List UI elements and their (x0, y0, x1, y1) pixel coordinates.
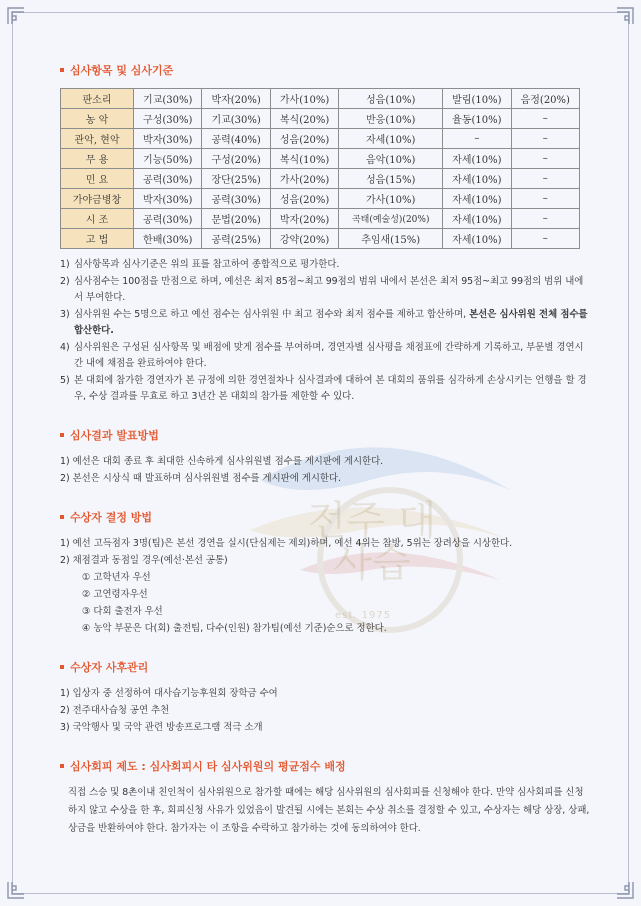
table-cell: 추임새(15%) (339, 229, 443, 249)
table-cell: 음악(10%) (339, 149, 443, 169)
winner-title: 수상자 결정 방법 (70, 511, 153, 524)
section-heading (60, 509, 590, 525)
table-cell: 성음(15%) (339, 169, 443, 189)
table-cell: 성음(20%) (270, 129, 338, 149)
category-cell: 민 요 (61, 169, 134, 189)
table-cell: 율동(10%) (443, 109, 511, 129)
table-row (61, 209, 580, 229)
table-cell: 공력(25%) (202, 229, 270, 249)
category-cell: 고 법 (61, 229, 134, 249)
note-text-wrap (74, 257, 590, 273)
table-row (61, 229, 580, 249)
table-cell: 자세(10%) (443, 169, 511, 189)
table-cell: 공력(30%) (202, 189, 270, 209)
table-cell: 곡태(예술성)(20%) (339, 209, 443, 229)
table-cell: 공력(30%) (134, 209, 202, 229)
after-line: 1) 입상자 중 선정하여 대사습기능후원회 장학금 수여 (60, 688, 278, 699)
bullet-icon (60, 665, 64, 669)
table-cell: 발림(10%) (443, 89, 511, 109)
watermark-text: 전주 대사습 (307, 498, 437, 586)
category-cell: 가야금병창 (61, 189, 134, 209)
table-row (61, 189, 580, 209)
table-cell: 한배(30%) (134, 229, 202, 249)
table-cell: – (443, 129, 511, 149)
table-cell: 공력(30%) (134, 169, 202, 189)
table-cell: 박자(30%) (134, 129, 202, 149)
after-section (60, 659, 590, 736)
table-cell: 자세(10%) (339, 129, 443, 149)
announce-section (60, 427, 590, 487)
winner-line: 2) 채점결과 동점일 경우(예선·본선 공통) (60, 555, 228, 566)
note-text: 심사점수는 100점을 만점으로 하며, 예선은 최저 85점~최고 99점의 범위 내에서 본선은 최저 95점~최고 99점의 범위 내에서 부여한다. (74, 276, 584, 303)
category-cell: 시 조 (61, 209, 134, 229)
criteria-section (60, 62, 590, 405)
table-cell: 공력(40%) (202, 129, 270, 149)
note-number: 2) (60, 276, 70, 287)
winner-subline: ③ 다회 출전자 우선 (82, 606, 163, 617)
table-cell: 구성(20%) (202, 149, 270, 169)
watermark-est: est. 1975 (335, 610, 392, 621)
after-title: 수상자 사후관리 (70, 661, 149, 674)
document-content (60, 62, 590, 860)
section-heading (60, 758, 590, 774)
table-cell: 음정(20%) (511, 89, 579, 109)
bullet-icon (60, 433, 64, 437)
section-heading (60, 659, 590, 675)
note-number: 5) (60, 375, 70, 386)
table-row (61, 149, 580, 169)
table-cell: 복식(20%) (270, 109, 338, 129)
criteria-notes (60, 257, 590, 405)
table-cell: 반응(10%) (339, 109, 443, 129)
note-item (60, 373, 590, 405)
table-row (61, 109, 580, 129)
winner-line: 1) 예선 고득점자 3명(팀)은 본선 경연을 실시(단심제는 제외)하며, 예선 4위는 참방, 5위는 장려상을 시상한다. (60, 538, 513, 549)
section-heading (60, 427, 590, 443)
winner-subline: ① 고학년자 우선 (82, 572, 151, 583)
bullet-icon (60, 764, 64, 768)
note-item (60, 307, 590, 339)
table-cell: – (511, 129, 579, 149)
note-text: 심사위원 수는 5명으로 하고 예선 점수는 심사위원 中 최고 점수와 최저 점수를 제하고 합산하며, (74, 309, 470, 320)
note-bold-text: 본선은 심사위원 전체 점수를 합산한다. (74, 309, 588, 336)
category-cell: 무 용 (61, 149, 134, 169)
bullet-icon (60, 68, 64, 72)
table-cell: – (511, 149, 579, 169)
table-row (61, 129, 580, 149)
corner-ornament-icon (615, 880, 635, 900)
corner-ornament-icon (6, 6, 26, 26)
note-number: 4) (60, 342, 70, 353)
avoid-paragraph: 직접 스승 및 8촌이내 친인척이 심사위원으로 참가할 때에는 해당 심사위원의 심사회피를 신청해야 한다. 만약 심사회피를 신청하지 않고 수상을 한 후, 회피신청 사유가 있었음이 발견될 시에는 본회는 수상 취소를 결정할 수 있고, 수상자는 해당 상장, 상패, 상금을 반환하여야 한다. 참가자는 이 조항을 수락하고 참가하는 것에 동의하여야 한다. (68, 787, 590, 834)
table-cell: – (511, 169, 579, 189)
table-cell: – (511, 189, 579, 209)
table-row (61, 169, 580, 189)
table-cell: 박자(20%) (270, 209, 338, 229)
table-cell: – (511, 109, 579, 129)
table-cell: 강약(20%) (270, 229, 338, 249)
bullet-icon (60, 515, 64, 519)
table-cell: 자세(10%) (443, 149, 511, 169)
note-number: 3) (60, 309, 70, 320)
table-cell: 복식(10%) (270, 149, 338, 169)
note-item (60, 340, 590, 372)
table-cell: – (511, 209, 579, 229)
table-row (61, 89, 580, 109)
winner-subline: ④ 농악 부문은 다(회) 출전팀, 다수(인원) 참가팀(예선 기준)순으로 정한다. (82, 623, 387, 634)
table-cell: 자세(10%) (443, 229, 511, 249)
note-text: 심사항목과 심사기준은 위의 표를 참고하여 종합적으로 평가한다. (74, 259, 340, 270)
table-cell: 가사(10%) (339, 189, 443, 209)
table-cell: 가사(10%) (270, 89, 338, 109)
winner-section (60, 509, 590, 637)
table-cell: 성음(10%) (339, 89, 443, 109)
table-cell: 기교(30%) (134, 89, 202, 109)
note-text-wrap (74, 340, 590, 372)
table-cell: 가사(20%) (270, 169, 338, 189)
note-text-wrap (74, 274, 590, 306)
announce-title: 심사결과 발표방법 (70, 429, 159, 442)
announce-line: 2) 본선은 시상식 때 발표하며 심사위원별 점수를 게시판에 게시한다. (60, 473, 341, 484)
winner-subline: ② 고연령자우선 (82, 589, 148, 600)
note-text-wrap (74, 307, 590, 339)
avoid-title: 심사회피 제도 : 심사회피시 타 심사위원의 평균점수 배정 (70, 760, 346, 773)
corner-ornament-icon (615, 6, 635, 26)
table-cell: 기교(30%) (202, 109, 270, 129)
table-cell: 박자(30%) (134, 189, 202, 209)
after-line: 3) 국악행사 및 국악 관련 방송프로그램 적극 소개 (60, 722, 263, 733)
table-cell: 박자(20%) (202, 89, 270, 109)
note-number: 1) (60, 259, 70, 270)
note-text-wrap (74, 373, 590, 405)
table-cell: 기능(50%) (134, 149, 202, 169)
table-cell: 문법(20%) (202, 209, 270, 229)
category-cell: 관악, 현악 (61, 129, 134, 149)
table-cell: 구성(30%) (134, 109, 202, 129)
criteria-table (60, 88, 580, 249)
section-heading (60, 62, 590, 78)
table-cell: – (511, 229, 579, 249)
after-line: 2) 전주대사습청 공연 추천 (60, 705, 170, 716)
avoid-section (60, 758, 590, 838)
table-cell: 성음(20%) (270, 189, 338, 209)
criteria-title: 심사항목 및 심사기준 (70, 64, 174, 77)
category-cell: 판소리 (61, 89, 134, 109)
announce-line: 1) 예선은 대회 종료 후 최대한 신속하게 심사위원별 점수를 게시판에 게시한다. (60, 456, 384, 467)
table-cell: 자세(10%) (443, 189, 511, 209)
table-cell: 자세(10%) (443, 209, 511, 229)
corner-ornament-icon (6, 880, 26, 900)
note-text: 심사위원은 구성된 심사항목 및 배점에 맞게 점수를 부여하며, 경연자별 심사평을 채점표에 간략하게 기록하고, 부문별 경연시간 내에 채점을 완료하여야 한다. (74, 342, 584, 369)
table-cell: 장단(25%) (202, 169, 270, 189)
note-text: 본 대회에 참가한 경연자가 본 규정에 의한 경연절차나 심사결과에 대하여 본 대회의 품위를 심각하게 손상시키는 언행을 할 경우, 수상 결과를 무효로 하고 3년간 본 대회의 참가를 제한할 수 있다. (74, 375, 587, 402)
note-item (60, 257, 590, 273)
note-item (60, 274, 590, 306)
category-cell: 농 악 (61, 109, 134, 129)
